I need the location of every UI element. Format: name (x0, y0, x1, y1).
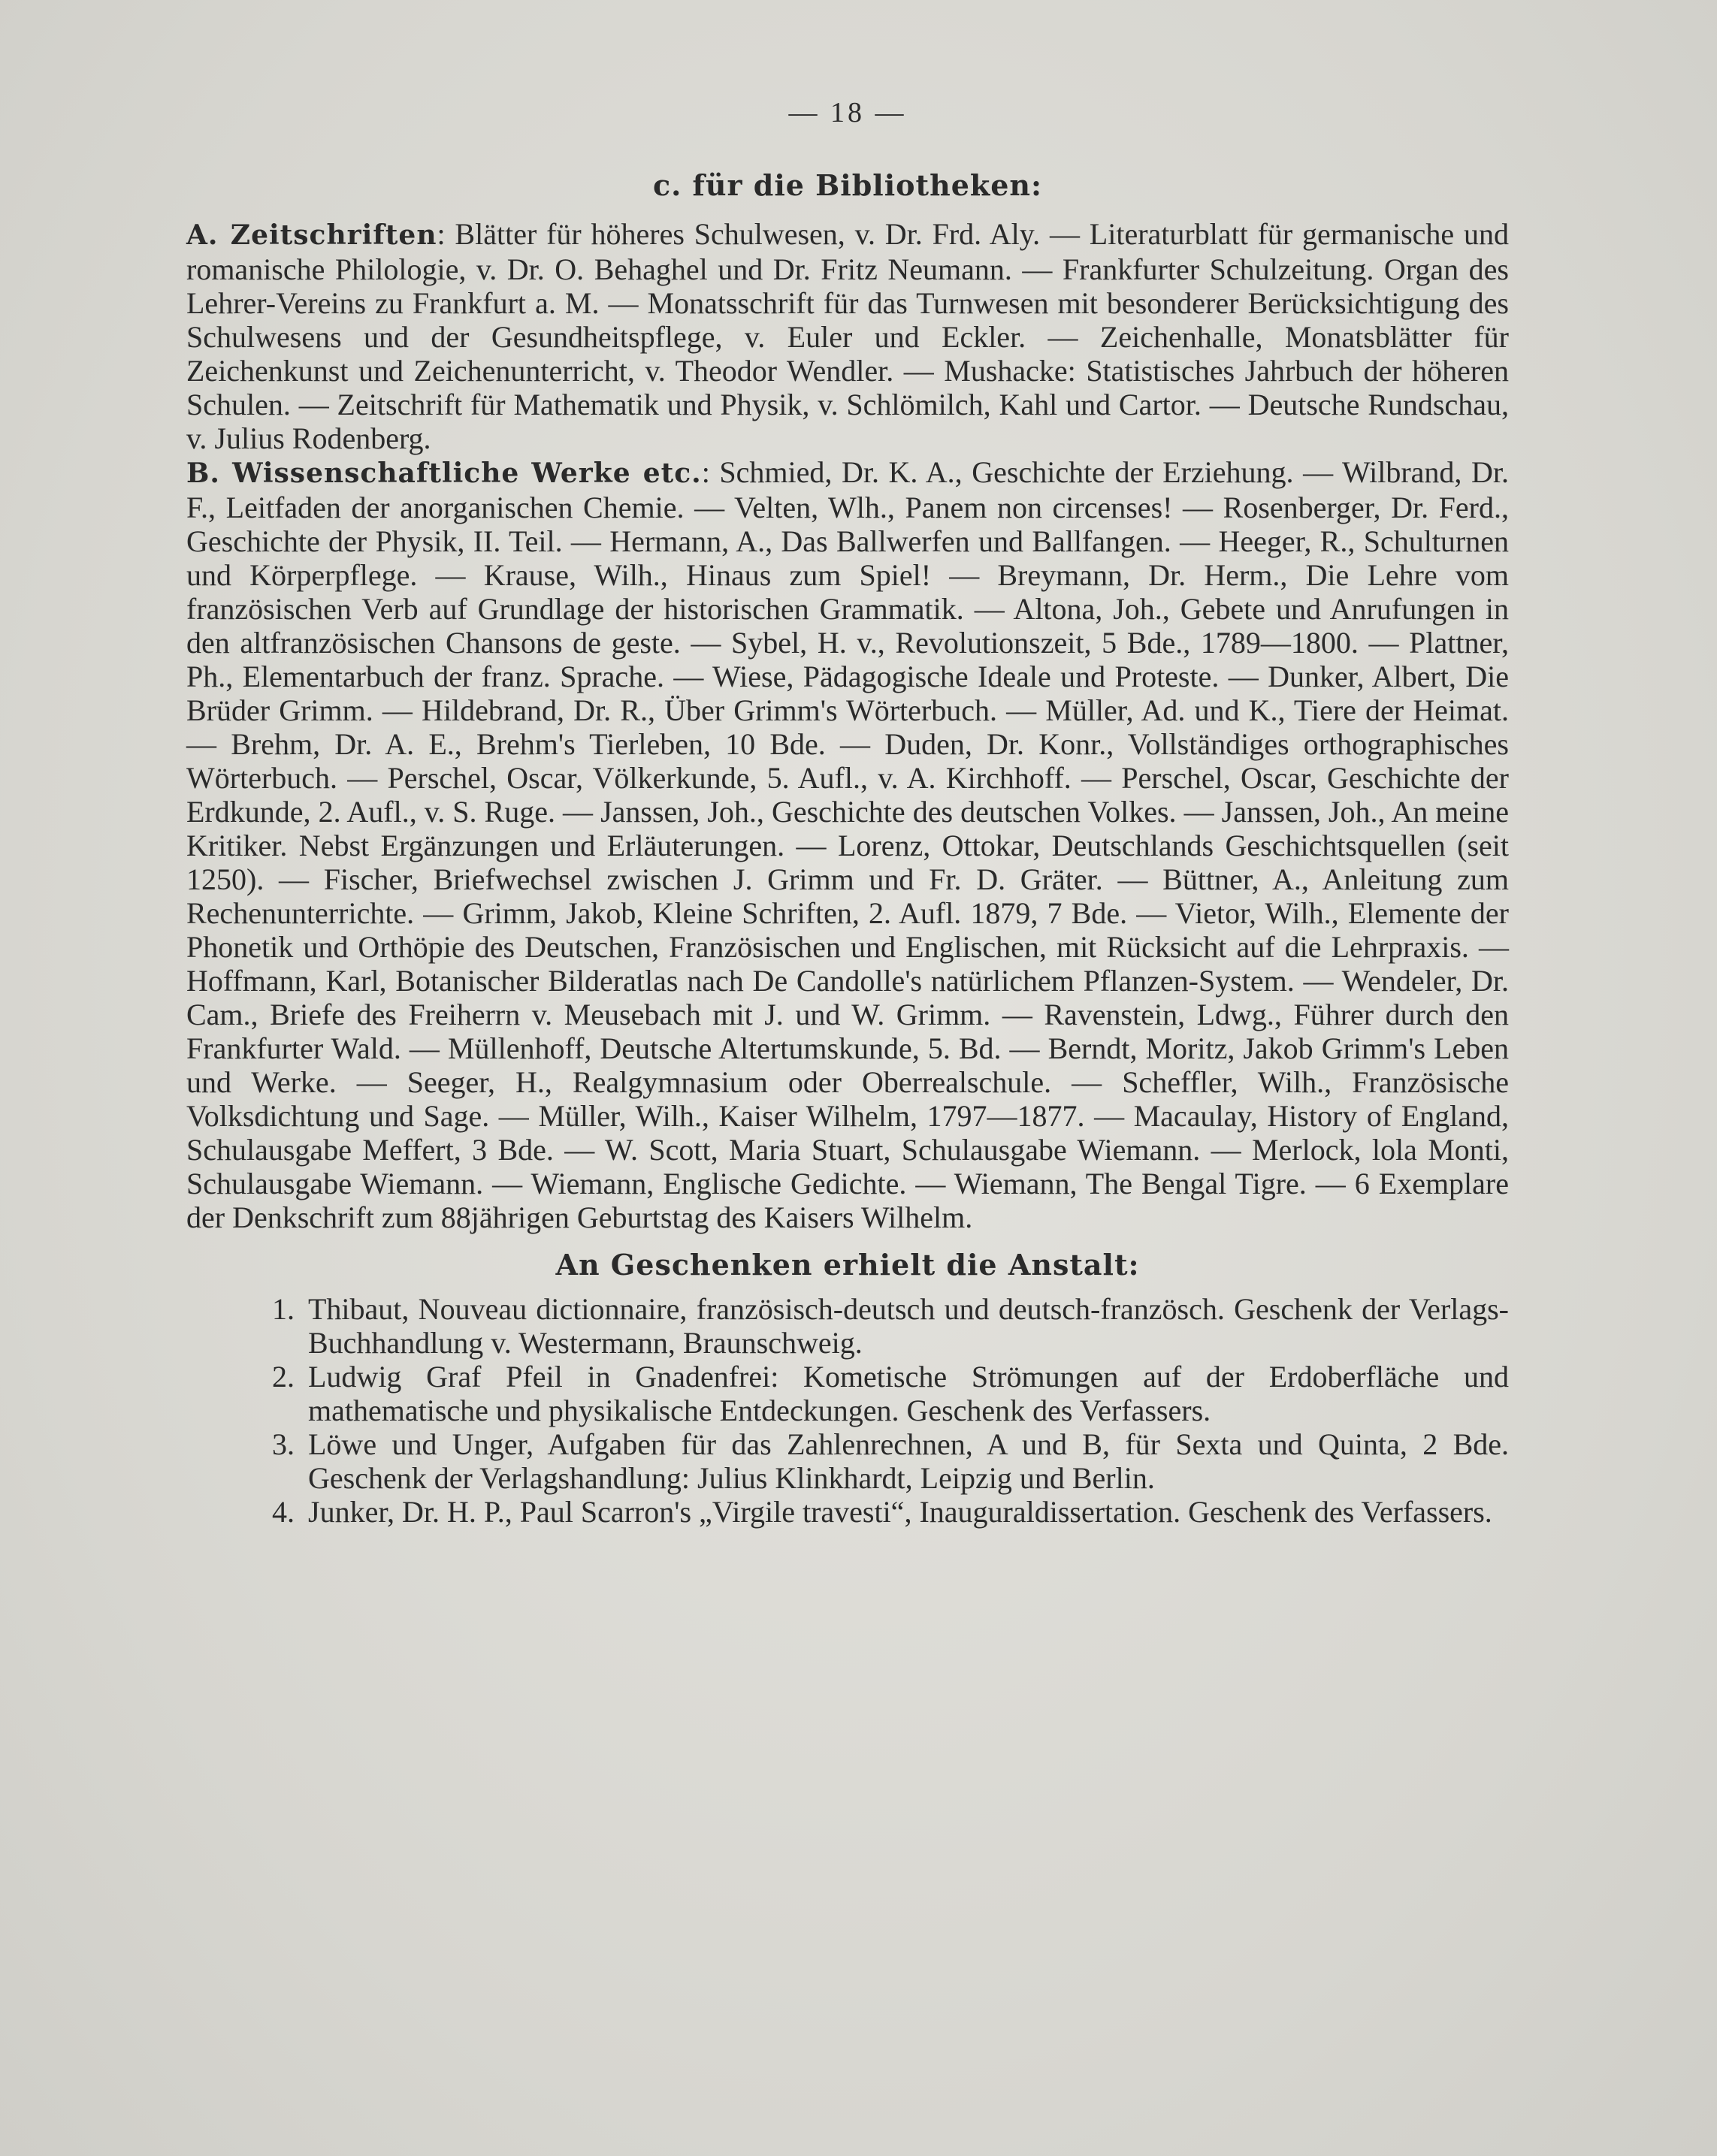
gifts-heading: An Geschenken erhielt die Anstalt: (555, 1248, 1140, 1282)
gift-list (186, 1292, 1509, 1529)
gift-item (186, 1495, 1509, 1529)
section-b-lead: B. Wissenschaftliche Werke etc. (186, 457, 702, 489)
section-b-text: : Schmied, Dr. K. A., Geschichte der Erziehung. — Wilbrand, Dr. F., Leitfaden der anorganischen Chemie. — Velten, Wlh., Panem non circenses! — Rosenberger, Dr. Ferd., Geschichte der Physik, II. Teil. — Hermann, A., Das Ballwerfen und Ballfangen. — Heeger, R., Schulturnen und Körperpflege. — Krause, Wilh., Hinaus zum Spiel! — Breymann, Dr. Herm., Die Lehre vom französischen Verb auf Grundlage der historischen Grammatik. — Altona, Joh., Gebete und Anrufungen in den altfranzösischen Chansons de geste. — Sybel, H. v., Revolutionszeit, 5 Bde., 1789—1800. — Plattner, Ph., Elementarbuch der franz. Sprache. — Wiese, Pädagogische Ideale und Proteste. — Dunker, Albert, Die Brüder Grimm. — Hildebrand, Dr. R., Über Grimm's Wörterbuch. — Müller, Ad. und K., Tiere der Heimat. — Brehm, Dr. A. E., Brehm's Tierleben, 10 Bde. — Duden, Dr. Konr., Vollständiges orthographisches Wörterbuch. — Perschel, Oscar, Völkerkunde, 5. Aufl., v. A. Kirchhoff. — Perschel, Oscar, Geschichte der Erdkunde, 2. Aufl., v. S. Ruge. — Janssen, Joh., Geschichte des deutschen Volkes. — Janssen, Joh., An meine Kritiker. Nebst Ergänzungen und Erläuterungen. — Lorenz, Ottokar, Deutschlands Geschichtsquellen (seit 1250). — Fischer, Briefwechsel zwischen J. Grimm und Fr. D. Gräter. — Büttner, A., Anleitung zum Rechenunterrichte. — Grimm, Jakob, Kleine Schriften, 2. Aufl. 1879, 7 Bde. — Vietor, Wilh., Elemente der Phonetik und Orthöpie des Deutschen, Französischen und Englischen, mit Rücksicht auf die Lehrpraxis. — Hoffmann, Karl, Botanischer Bilderatlas nach De Candolle's natürlichem Pflanzen-System. — Wendeler, Dr. Cam., Briefe des Freiherrn v. Meusebach mit J. und W. Grimm. — Ravenstein, Ldwg., Führer durch den Frankfurter Wald. — Müllenhoff, Deutsche Altertumskunde, 5. Bd. — Berndt, Moritz, Jakob Grimm's Leben und Werke. — Seeger, H., Realgymnasium oder Oberrealschule. — Scheffler, Wilh., Französische Volksdichtung und Sage. — Müller, Wilh., Kaiser Wilhelm, 1797—1877. — Macaulay, History of England, Schulausgabe Meffert, 3 Bde. — W. Scott, Maria Stuart, Schulausgabe Wiemann. — Merlock, lola Monti, Schulausgabe Wiemann. — Wiemann, Englische Gedichte. — Wiemann, The Bengal Tigre. — 6 Exemplare der Denkschrift zum 88jährigen Geburtstag des Kaisers Wilhelm. (186, 455, 1509, 1234)
section-b-paragraph (186, 455, 1509, 1234)
gift-item (186, 1292, 1509, 1360)
section-heading: c. für die Bibliotheken: (652, 168, 1043, 202)
gift-text: Löwe und Unger, Aufgaben für das Zahlenrechnen, A und B, für Sexta und Quinta, 2 Bde. Geschenk der Verlagshandlung: Julius Klinkhardt, Leipzig und Berlin. (308, 1427, 1509, 1495)
gift-number: 2. (272, 1360, 295, 1394)
gift-number: 1. (272, 1292, 295, 1326)
gift-number: 4. (272, 1495, 295, 1529)
gift-item (186, 1360, 1509, 1427)
gift-text: Thibaut, Nouveau dictionnaire, französisch-deutsch und deutsch-französch. Geschenk der Verlags-Buchhandlung v. Westermann, Braunschweig. (308, 1292, 1509, 1360)
section-a-lead: A. Zeitschriften (186, 219, 437, 251)
page-content (186, 96, 1509, 1529)
gift-text: Ludwig Graf Pfeil in Gnadenfrei: Kometische Strömungen auf der Erdoberfläche und mathematische und physikalische Entdeckungen. Geschenk des Verfassers. (308, 1360, 1509, 1427)
section-a-text: : Blätter für höheres Schulwesen, v. Dr. Frd. Aly. — Literaturblatt für germanische und romanische Philologie, v. Dr. O. Behaghel und Dr. Fritz Neumann. — Frankfurter Schulzeitung. Organ des Lehrer-Vereins zu Frankfurt a. M. — Monatsschrift für das Turnwesen mit besonderer Berücksichtigung des Schulwesens und der Gesundheitspflege, v. Euler und Eckler. — Zeichenhalle, Monatsblätter für Zeichenkunst und Zeichenunterricht, v. Theodor Wendler. — Mushacke: Statistisches Jahrbuch der höheren Schulen. — Zeitschrift für Mathematik und Physik, v. Schlömilch, Kahl und Cartor. — Deutsche Rundschau, v. Julius Rodenberg. (186, 217, 1509, 455)
section-a-paragraph (186, 217, 1509, 455)
gift-text: Junker, Dr. H. P., Paul Scarron's „Virgile travesti“, Inauguraldissertation. Geschenk des Verfassers. (308, 1495, 1492, 1529)
page-number: — 18 — (788, 97, 907, 128)
gift-number: 3. (272, 1427, 295, 1461)
gift-item (186, 1427, 1509, 1495)
